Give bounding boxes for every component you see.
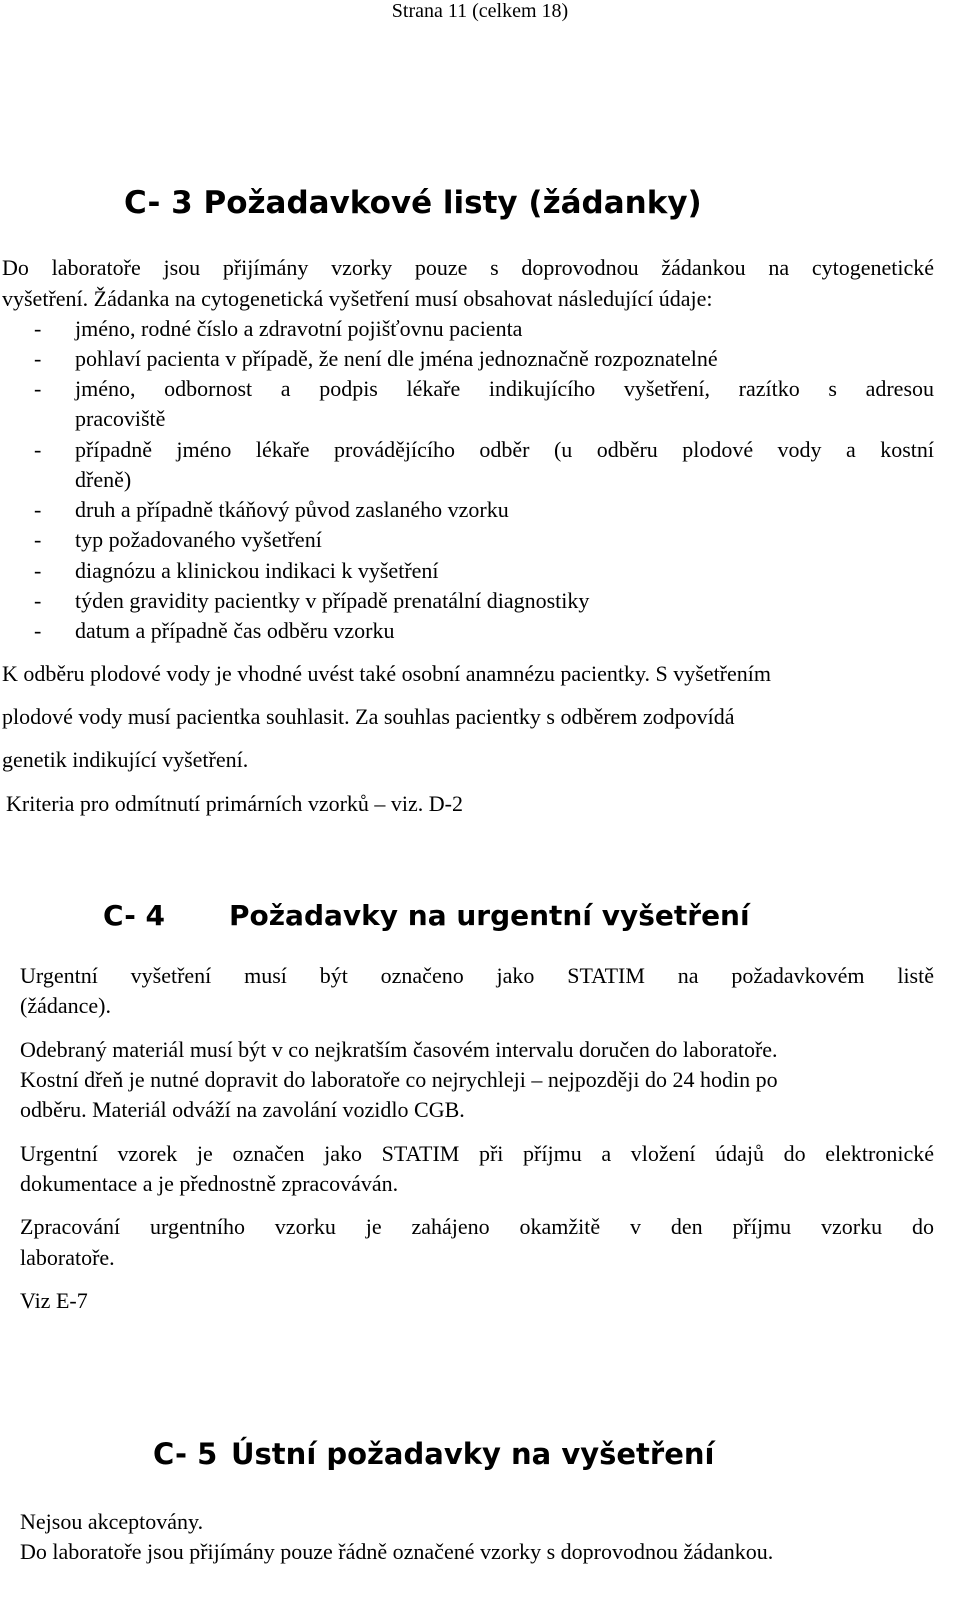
list-item: druh a případně tkáňový původ zaslaného vzorku [75,497,509,522]
c4-paragraph-4-line-1: Zpracování urgentního vzorku je zahájeno okamžitě v den příjmu vzorku do [20,1214,934,1239]
list-item: týden gravidity pacientky v případě prenatální diagnostiky [75,588,590,613]
c4-paragraph-1-line-1: Urgentní vyšetření musí být označeno jako STATIM na požadavkovém listě [20,963,934,988]
section-c5-number: C- 5 [153,1437,218,1471]
c4-reference: Viz E-7 [20,1288,88,1313]
list-dash: - [34,558,42,583]
list-dash: - [34,376,42,401]
list-item: pohlaví pacienta v případě, že není dle jména jednoznačně rozpoznatelné [75,346,718,371]
section-c5-title: Ústní požadavky na vyšetření [231,1437,715,1471]
list-dash: - [34,316,42,341]
list-dash: - [34,346,42,371]
list-item: jméno, rodné číslo a zdravotní pojišťovnu pacienta [75,316,523,341]
section-c3-title: C- 3 Požadavkové listy (žádanky) [124,185,702,221]
c4-paragraph-3-line-2: dokumentace a je přednostně zpracováván. [20,1171,399,1196]
list-dash: - [34,618,42,643]
list-item: typ požadovaného vyšetření [75,527,322,552]
c5-line-2: Do laboratoře jsou přijímány pouze řádně označené vzorky s doprovodnou žádankou. [20,1539,774,1564]
c4-paragraph-4-line-2: laboratoře. [20,1245,115,1270]
c4-paragraph-3-line-1: Urgentní vzorek je označen jako STATIM při příjmu a vložení údajů do elektronické [20,1141,934,1166]
c4-paragraph-2-line-3: odběru. Materiál odváží na zavolání vozidlo CGB. [20,1097,465,1122]
c4-paragraph-1-line-2: (žádance). [20,993,111,1018]
list-item: diagnózu a klinickou indikaci k vyšetření [75,558,439,583]
page-number: Strana 11 (celkem 18) [391,0,569,22]
list-item: případně jméno lékaře provádějícího odběr (u odběru plodové vody a kostní [75,437,934,462]
c3-intro-line-2: vyšetření. Žádanka na cytogenetická vyšetření musí obsahovat následující údaje: [2,286,713,311]
list-item-continuation: dřeně) [75,467,132,492]
list-item: datum a případně čas odběru vzorku [75,618,395,643]
list-dash: - [34,588,42,613]
list-dash: - [34,437,42,462]
section-c4-number: C- 4 [103,899,166,932]
c3-criteria-reference: Kriteria pro odmítnutí primárních vzorků – viz. D-2 [6,791,463,816]
c3-note-line-2: plodové vody musí pacientka souhlasit. Za souhlas pacientky s odběrem zodpovídá [2,704,735,729]
c3-intro-line-1: Do laboratoře jsou přijímány vzorky pouze s doprovodnou žádankou na cytogenetické [2,255,934,280]
list-item: jméno, odbornost a podpis lékaře indikujícího vyšetření, razítko s adresou [75,376,934,401]
section-c4-title: Požadavky na urgentní vyšetření [229,899,750,932]
list-dash: - [34,497,42,522]
list-item-continuation: pracoviště [75,406,166,431]
list-dash: - [34,527,42,552]
c5-line-1: Nejsou akceptovány. [20,1509,204,1534]
c3-note-line-1: K odběru plodové vody je vhodné uvést také osobní anamnézu pacientky. S vyšetřením [2,661,772,686]
c4-paragraph-2-line-1: Odebraný materiál musí být v co nejkratším časovém intervalu doručen do laboratoře. [20,1037,778,1062]
c4-paragraph-2-line-2: Kostní dřeň je nutné dopravit do laboratoře co nejrychleji – nejpozději do 24 hodin po [20,1067,778,1092]
c3-note-line-3: genetik indikující vyšetření. [2,747,249,772]
